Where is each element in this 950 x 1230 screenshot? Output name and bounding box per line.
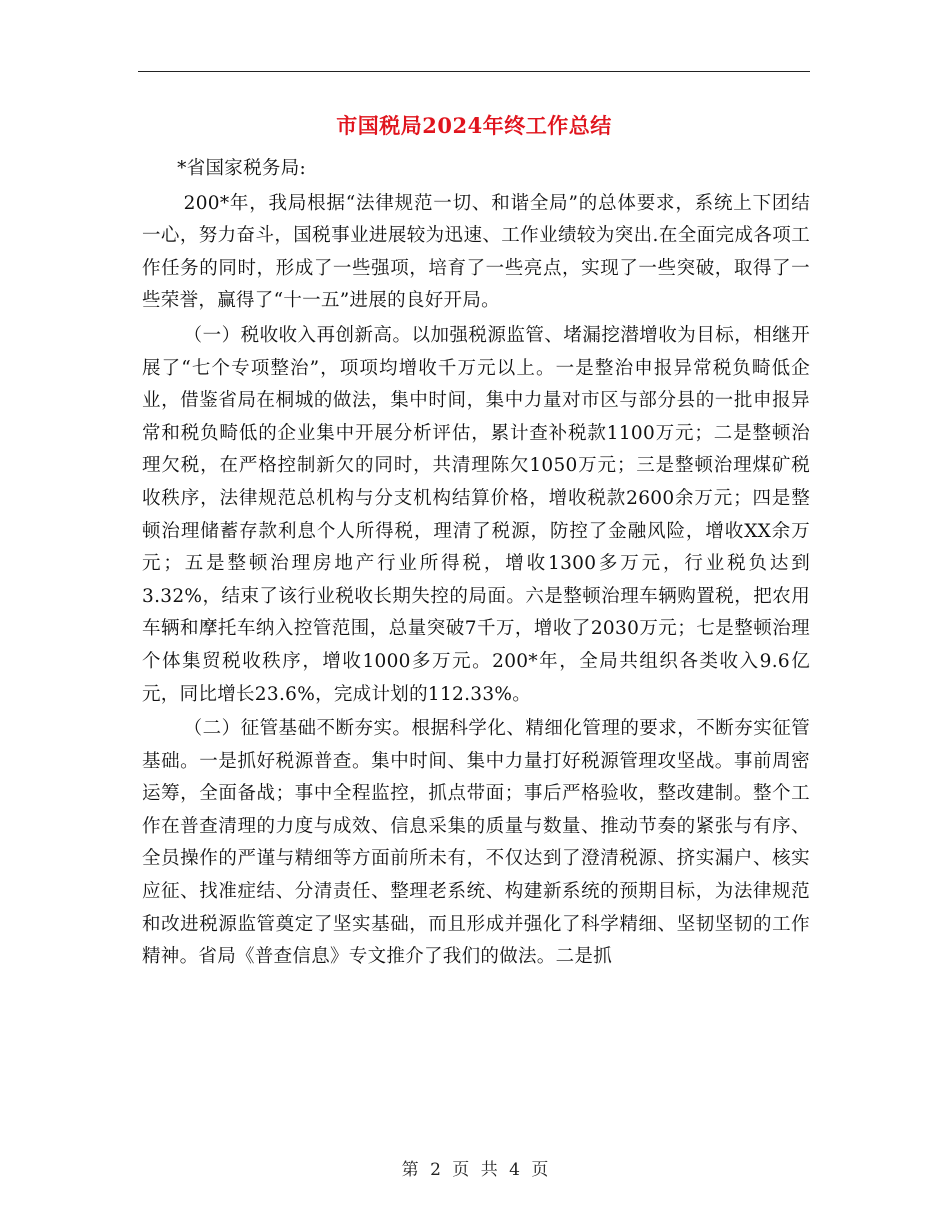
document-body [142, 153, 810, 974]
paragraph-tax-revenue: （一）税收收入再创新高。以加强税源监管、堵漏挖潜增收为目标，相继开展了“七个专项整治”，项项均增收千万元以上。一是整治申报异常税负畸低企业，借鉴省局在桐城的做法，集中时间，集中力量对市区与部分县的一批申报异常和税负畸低的企业集中开展分析评估，累计查补税款1100万元；二是整顿治理欠税，在严格控制新欠的同时，共清理陈欠1050万元；三是整顿治理煤矿税收秩序，法律规范总机构与分支机构结算价格，增收税款2600余万元；四是整顿治理储蓄存款利息个人所得税，理清了税源，防控了金融风险，增收XX余万元；五是整顿治理房地产行业所得税，增收1300多万元，行业税负达到3.32%，结束了该行业税收长期失控的局面。六是整顿治理车辆购置税，把农用车辆和摩托车纳入控管范围，总量突破7千万，增收了2030万元；七是整顿治理个体集贸税收秩序，增收1000多万元。200*年，全局共组织各类收入9.6亿元，同比增长23.6%，完成计划的112.33%。 [142, 324, 810, 705]
paragraph-intro: 200*年，我局根据“法律规范一切、和谐全局”的总体要求，系统上下团结一心，努力奋斗，国税事业进展较为迅速、工作业绩较为突出.在全面完成各项工作任务的同时，形成了一些强项，培育了一些亮点，实现了一些突破，取得了一些荣誉，赢得了“十一五”进展的良好开局。 [142, 192, 810, 312]
document-title: 市国税局2024年终工作总结 [336, 113, 612, 138]
page-footer: 第 2 页 共 4 页 [401, 1160, 549, 1180]
header-rule [138, 71, 810, 72]
paragraph-collection-base: （二）征管基础不断夯实。根据科学化、精细化管理的要求，不断夯实征管基础。一是抓好税源普查。集中时间、集中力量打好税源管理攻坚战。事前周密运筹，全面备战；事中全程监控，抓点带面；事后严格验收，整改建制。整个工作在普查清理的力度与成效、信息采集的质量与数量、推动节奏的紧张与有序、全员操作的严谨与精细等方面前所未有，不仅达到了澄清税源、挤实漏户、核实应征、找准症结、分清责任、整理老系统、构建新系统的预期目标，为法律规范和改进税源监管奠定了坚实基础，而且形成并强化了科学精细、坚韧坚韧的工作精神。省局《普查信息》专文推介了我们的做法。二是抓 [142, 718, 810, 968]
salutation: *省国家税务局: [177, 158, 307, 179]
